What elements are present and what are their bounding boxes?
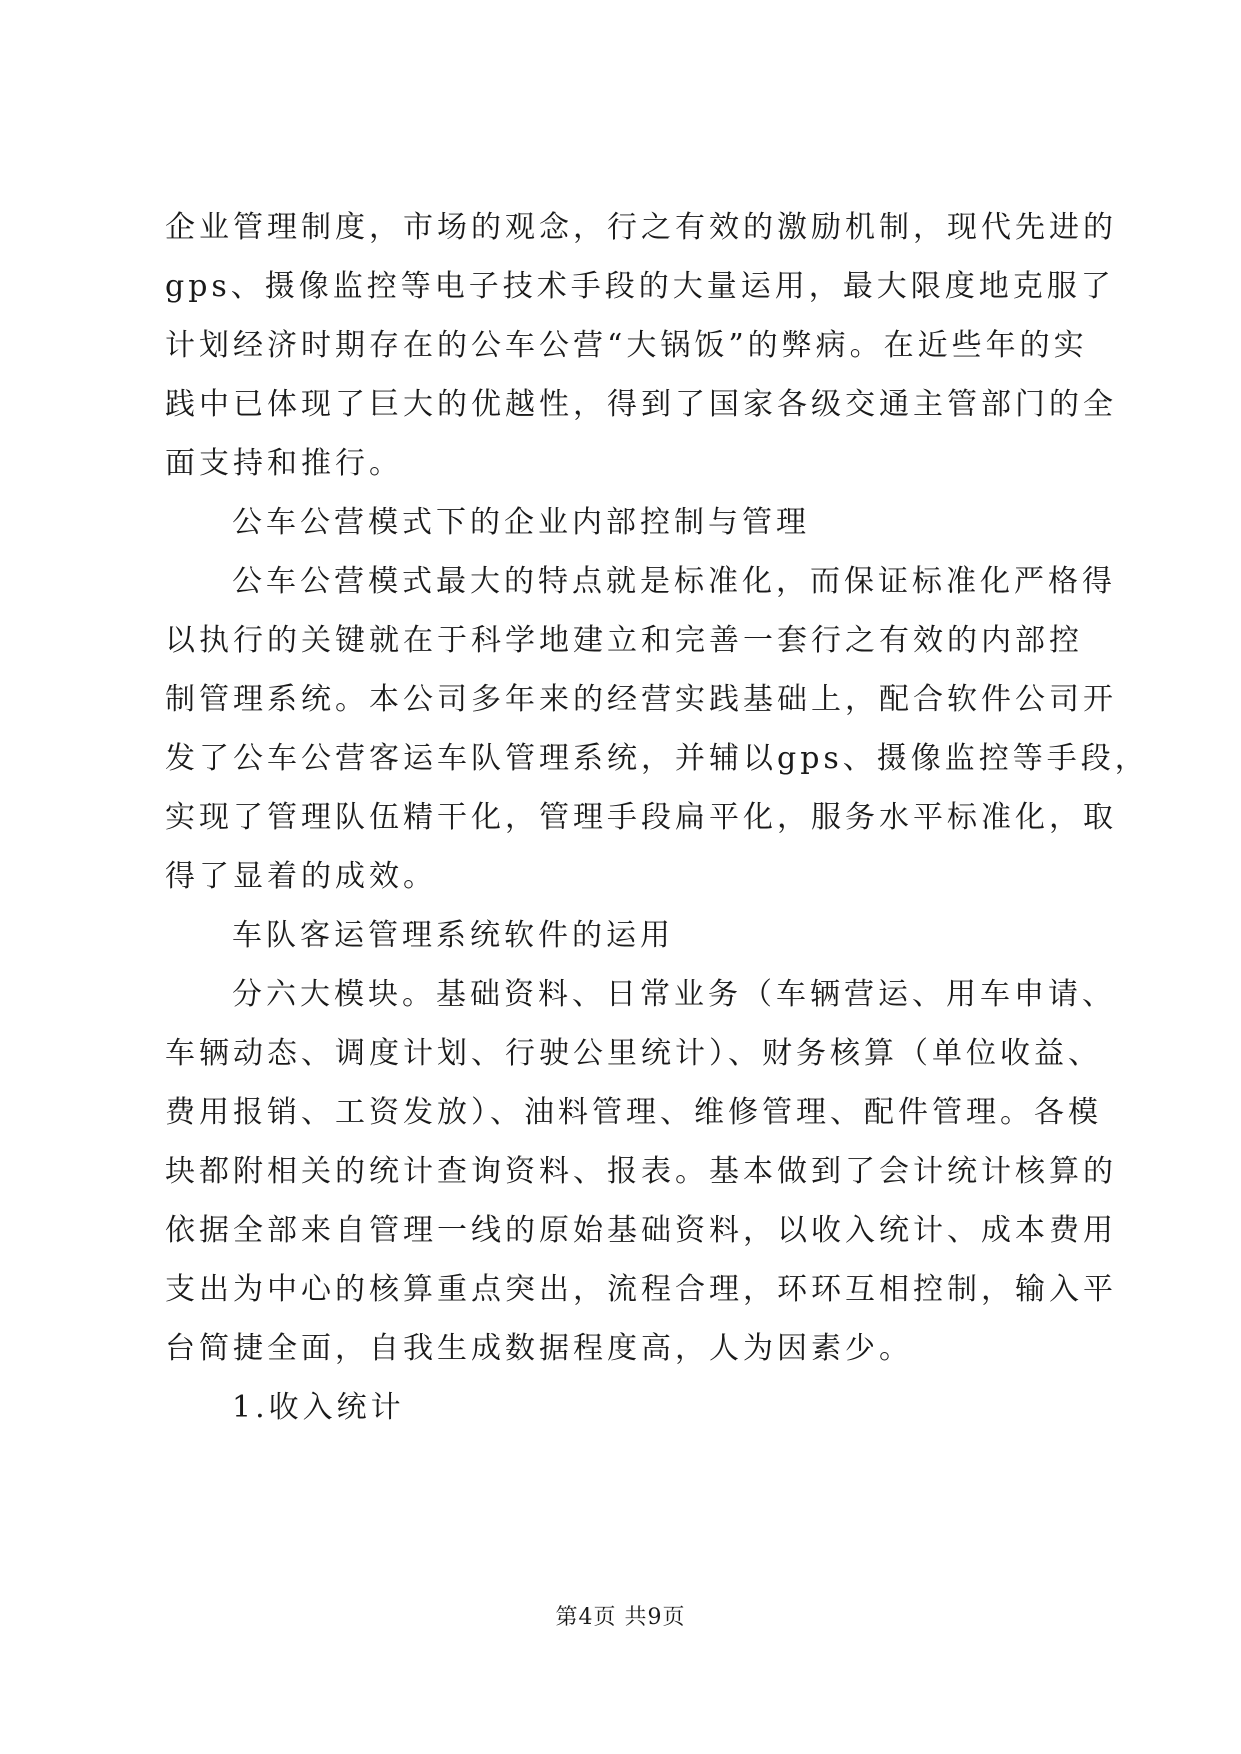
paragraph-line: 台简捷全面，自我生成数据程度高，人为因素少。: [165, 1331, 913, 1366]
paragraph-line: 公车公营模式最大的特点就是标准化，而保证标准化严格得: [232, 564, 1116, 599]
section-heading: 1.收入统计: [232, 1390, 405, 1425]
paragraph-line: 得了显着的成效。: [165, 859, 437, 894]
paragraph-line: 支出为中心的核算重点突出，流程合理，环环互相控制，输入平: [165, 1272, 1117, 1307]
paragraph-line: gps、摄像监控等电子技术手段的大量运用，最大限度地克服了: [165, 269, 1115, 304]
paragraph-line: 企业管理制度，市场的观念，行之有效的激励机制，现代先进的: [165, 210, 1117, 245]
page-number-footer: 第4页 共9页: [555, 1605, 686, 1630]
paragraph-line: 块都附相关的统计查询资料、报表。基本做到了会计统计核算的: [165, 1154, 1117, 1189]
paragraph-line: 制管理系统。本公司多年来的经营实践基础上，配合软件公司开: [165, 682, 1117, 717]
paragraph-line: 实现了管理队伍精干化，管理手段扁平化，服务水平标准化，取: [165, 800, 1117, 835]
section-heading: 车队客运管理系统软件的运用: [232, 918, 674, 953]
paragraph-line: 计划经济时期存在的公车公营“大锅饭”的弊病。在近些年的实: [165, 328, 1088, 363]
section-heading: 公车公营模式下的企业内部控制与管理: [232, 505, 810, 540]
paragraph-line: 车辆动态、调度计划、行驶公里统计）、财务核算（单位收益、: [165, 1036, 1102, 1071]
paragraph-line: 面支持和推行。: [165, 446, 403, 481]
paragraph-line: 分六大模块。基础资料、日常业务（车辆营运、用车申请、: [232, 977, 1116, 1012]
paragraph-line: 费用报销、工资发放）、油料管理、维修管理、配件管理。各模: [165, 1095, 1102, 1130]
paragraph-line: 发了公车公营客运车队管理系统，并辅以gps、摄像监控等手段，: [165, 741, 1149, 776]
paragraph-line: 以执行的关键就在于科学地建立和完善一套行之有效的内部控: [165, 623, 1083, 658]
paragraph-line: 依据全部来自管理一线的原始基础资料，以收入统计、成本费用: [165, 1213, 1117, 1248]
paragraph-line: 践中已体现了巨大的优越性，得到了国家各级交通主管部门的全: [165, 387, 1117, 422]
